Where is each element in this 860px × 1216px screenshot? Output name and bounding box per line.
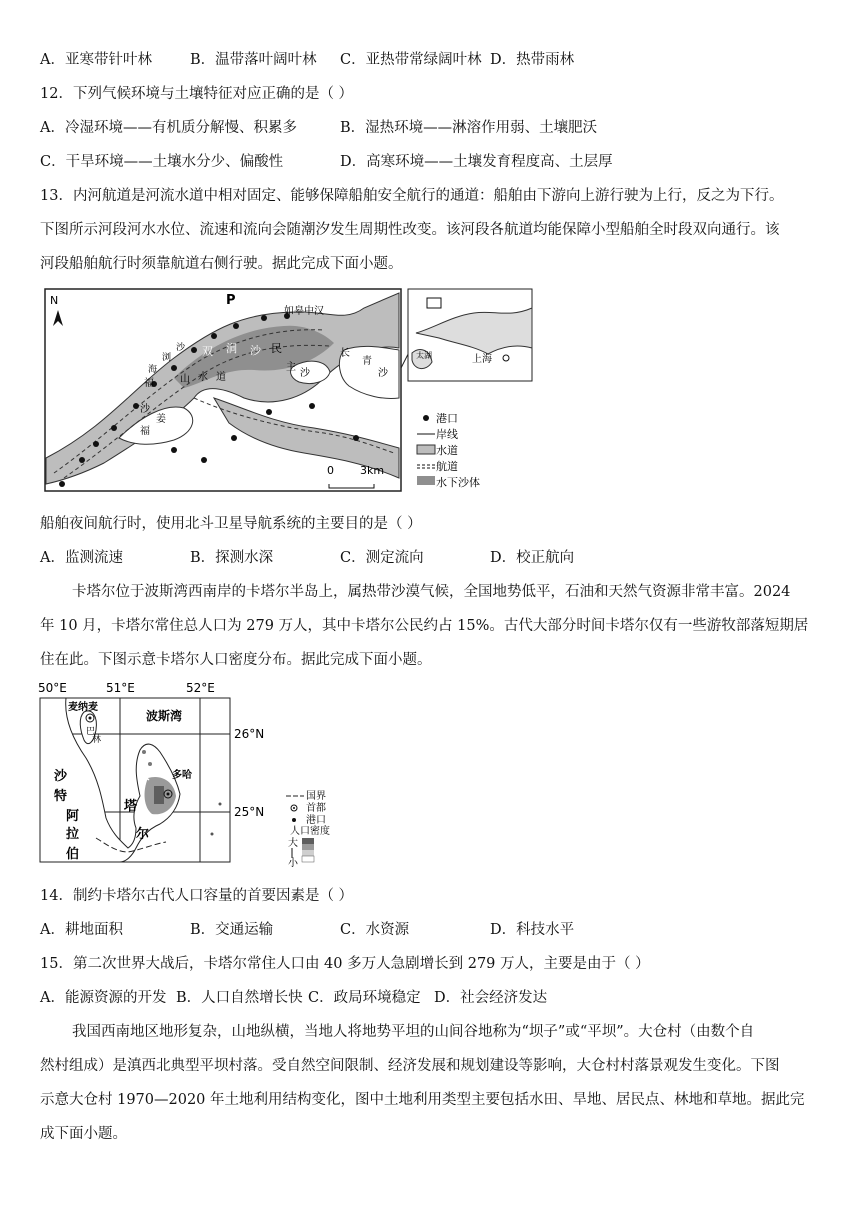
doha-label: 多哈: [172, 770, 192, 781]
shuangjian-label-2: 涧: [226, 342, 237, 355]
saudi-label-4: 拉: [66, 827, 80, 842]
sha-label: 沙: [378, 368, 388, 379]
qatar-intro-line-2: 年 10 月，卡塔尔常住总人口为 279 万人，其中卡塔尔公民约占 15%。古代大部分时间卡塔尔仅有一些游牧部落短期居: [40, 618, 809, 634]
bahrain-label-2: 林: [92, 735, 102, 745]
lon-50: 50°E: [38, 681, 67, 695]
q12-option-c: C．干旱环境——土壤水分少、偏酸性: [40, 154, 284, 170]
legend-low: 小: [288, 858, 298, 868]
manama-label: 麦纳麦: [68, 702, 98, 713]
q13-intro-line-1: 13．内河航道是河流水道中相对固定、能够保障船舶安全航行的通道：船舶由下游向上游行驶为上行，反之为下行。: [40, 188, 784, 204]
zhu-label: 主: [286, 362, 296, 373]
legend-border: 国界: [306, 791, 326, 802]
lat-26: 26°N: [234, 727, 265, 741]
saudi-label-5: 伯: [66, 847, 80, 862]
q12-option-a: A．冷湿环境——有机质分解慢、积累多: [40, 120, 297, 136]
left-channel-label-2: 海: [148, 365, 158, 375]
q15-option-a: A．能源资源的开发: [40, 990, 167, 1006]
shuangjian-label-1: 双: [202, 345, 213, 358]
q12-option-b: B．湿热环境——淋溶作用弱、土壤肥沃: [340, 120, 598, 136]
gulf-label: 波斯湾: [146, 709, 183, 723]
legend-capital: 首都: [306, 803, 326, 814]
saudi-label-3: 阿: [66, 809, 80, 824]
fu-label: 福: [140, 426, 150, 437]
q16-intro-line-4: 成下面小题。: [40, 1126, 127, 1142]
saudi-label-1: 沙: [54, 769, 68, 784]
left-channel-label-3: 沙: [176, 343, 186, 353]
q13-option-d: D．校正航向: [490, 550, 575, 566]
lon-51: 51°E: [106, 681, 135, 695]
river-channel-map: [44, 288, 536, 498]
q14-option-a: A．耕地面积: [40, 922, 123, 938]
q14-option-d: D．科技水平: [490, 922, 575, 938]
inset-shanghai-label: 上海: [472, 354, 492, 365]
legend-sandbody: 水下沙体: [436, 476, 480, 489]
q13-intro-line-2: 下图所示河段河水水位、流速和流向会随潮汐发生周期性改变。该河段各航道均能保障小型船舶全时段双向通行。该: [40, 222, 780, 238]
q11-option-b: B．温带落叶阔叶林: [190, 52, 317, 68]
q14-option-b: B．交通运输: [190, 922, 274, 938]
q11-option-d: D．热带雨林: [490, 52, 575, 68]
zhusha-label: 沙: [300, 368, 310, 379]
channel-label-3: 水: [198, 372, 208, 383]
q11-option-c: C．亚热带常绿阔叶林: [340, 52, 482, 68]
lon-52: 52°E: [186, 681, 215, 695]
q12-stem: 12．下列气候环境与土壤特征对应正确的是（ ）: [40, 86, 354, 102]
q14-stem: 14．制约卡塔尔古代人口容量的首要因素是（ ）: [40, 888, 354, 904]
legend-port: 港口: [436, 412, 458, 425]
q12-option-d: D．高寒环境——土壤发育程度高、土层厚: [340, 154, 613, 170]
q14-option-c: C．水资源: [340, 922, 410, 938]
shuangjian-label-3: 沙: [250, 344, 261, 357]
q15-option-d: D．社会经济发达: [434, 990, 548, 1006]
legend-high: 大: [288, 838, 298, 849]
qatar-label-3: 尔: [136, 827, 150, 842]
saudi-label-2: 特: [54, 789, 68, 804]
legend-shoreline: 岸线: [436, 428, 458, 441]
q13-option-c: C．测定流向: [340, 550, 424, 566]
qing-label: 青: [362, 356, 372, 367]
q15-option-b: B．人口自然增长快: [176, 990, 303, 1006]
scale-zero: 0: [327, 464, 334, 477]
q13-intro-line-3: 河段船舶航行时须靠航道右侧行驶。据此完成下面小题。: [40, 256, 403, 272]
legend-density: 人口密度: [290, 826, 330, 837]
qatar-label-1: 卡: [138, 771, 152, 786]
q11-option-a: A．亚寒带针叶林: [40, 52, 152, 68]
left-channel-label-1: 浏: [162, 353, 172, 363]
legend-waterway: 水道: [436, 444, 458, 457]
channel-label-2: 山: [180, 374, 190, 385]
inset-taihu-label: 太湖: [416, 351, 432, 360]
jiang-label-1: 沙: [140, 404, 150, 415]
qatar-intro-line-1: 卡塔尔位于波斯湾西南岸的卡塔尔半岛上，属热带沙漠气候，全国地势低平，石油和天然气资源非常丰富。2024: [72, 584, 791, 600]
legend-channel: 航道: [436, 460, 458, 473]
jiang-label-2: 姜: [156, 414, 166, 425]
scale-3km: 3km: [360, 464, 385, 477]
q15-stem: 15．第二次世界大战后，卡塔尔常住人口由 40 多万人急剧增长到 279 万人，主要是由于（ ）: [40, 956, 650, 972]
channel-label-1: 福: [144, 378, 154, 389]
qatar-density-map: [36, 678, 346, 872]
qatar-intro-line-3: 住在此。下图示意卡塔尔人口密度分布。据此完成下面小题。: [40, 652, 432, 668]
chang-label: 长: [340, 348, 350, 359]
q13-option-a: A．监测流速: [40, 550, 123, 566]
q13-question: 船舶夜间航行时，使用北斗卫星导航系统的主要目的是（ ）: [40, 516, 422, 532]
qatar-label-2: 塔: [124, 799, 138, 814]
legend-port: 港口: [306, 815, 326, 826]
q16-intro-line-1: 我国西南地区地形复杂，山地纵横，当地人将地势平坦的山间谷地称为“坝子”或“平坝”。大仓村（由数个自: [72, 1024, 755, 1040]
rugao-label: 如皋中汉: [284, 306, 324, 317]
min-label: 民: [271, 342, 282, 355]
q15-option-c: C．政局环境稳定: [308, 990, 421, 1006]
q16-intro-line-2: 然村组成）是滇西北典型平坝村落。受自然空间限制、经济发展和规划建设等影响，大仓村村落景观发生变化。下图: [40, 1058, 780, 1074]
lat-25: 25°N: [234, 805, 265, 819]
point-p-label: P: [226, 293, 236, 308]
q13-option-b: B．探测水深: [190, 550, 274, 566]
q16-intro-line-3: 示意大仓村 1970—2020 年土地利用结构变化，图中土地利用类型主要包括水田、旱地、居民点、林地和草地。据此完: [40, 1092, 805, 1108]
bahrain-label-1: 巴: [86, 727, 96, 737]
channel-label-4: 道: [216, 372, 226, 383]
north-label: N: [50, 294, 59, 307]
